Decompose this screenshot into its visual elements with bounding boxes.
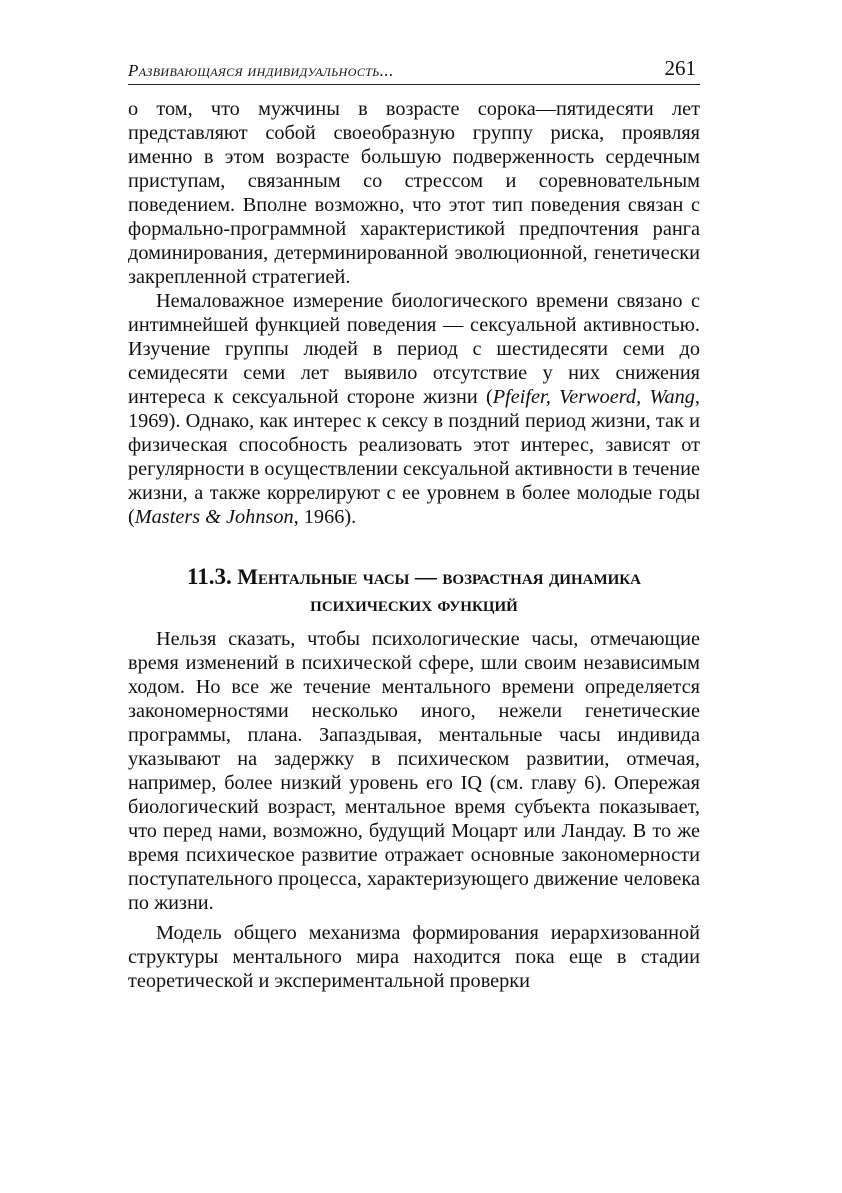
section-heading-line-1 xyxy=(128,563,700,590)
paragraph-text: , 1969). Однако, как интерес к сексу в поздний период жизни, так и физическая способность реализовать этот интерес, зависят от регулярности в осуществлении сексуальной активности в течение жизни, а также коррелируют с ее уровнем в более молодые годы ( xyxy=(128,386,700,528)
paragraph-biological-time xyxy=(128,289,700,529)
page-number: 261 xyxy=(664,56,696,80)
section-heading xyxy=(128,563,700,617)
paragraph-text: Немаловажное измерение биологического времени связано с интимнейшей функцией поведения — сексуальной активностью. Изучение группы людей в период с шестидесяти семи до семидесяти семи лет выявило отсутствие у них снижения интереса к сексуальной стороне жизни ( xyxy=(128,290,700,408)
section-number: 11.3. xyxy=(186,564,232,589)
running-header xyxy=(128,48,700,85)
section-title-line-1: Ментальные часы — возрастная динамика xyxy=(237,564,642,589)
paragraph-continued: о том, что мужчины в возрасте сорока—пятидесяти лет представляют собой своеобразную группу риска, проявляя именно в этом возрасте большую подверженность сердечным приступам, связанным со стрессом и соревновательным поведением. Вполне возможно, что этот тип поведения связан с формально-программной характеристикой предпочтения ранга доминирования, детерминированной эволюционной, генетически закрепленной стратегией. xyxy=(128,98,700,288)
body-text xyxy=(128,97,700,993)
paragraph-mental-clock: Нельзя сказать, чтобы психологические часы, отмечающие время изменений в психической сфере, шли своим независимым ходом. Но все же течение ментального времени определяется закономерностями несколько иного, нежели генетические программы, плана. Запаздывая, ментальные часы индивида указывают на задержку в психическом развитии, отмечая, например, более низкий уровень его IQ (см. главу 6). Опережая биологический возраст, ментальное время субъекта показывает, что перед нами, возможно, будущий Моцарт или Ландау. В то же время психическое развитие отражает основные закономерности поступательного процесса, характеризующего движение человека по жизни. xyxy=(128,628,700,914)
book-page xyxy=(128,48,700,993)
citation-authors: Pfeifer, Verwoerd, Wang xyxy=(492,386,695,408)
paragraph-text: , 1966). xyxy=(293,506,357,528)
running-title: Развивающаяся индивидуальность... xyxy=(128,61,394,80)
section-title-line-2: психических функций xyxy=(310,591,518,616)
citation-authors: Masters & Johnson xyxy=(134,506,294,528)
paragraph-model: Модель общего механизма формирования иерархизованной структуры ментального мира находится пока еще в стадии теоретической и экспериментальной проверки xyxy=(128,922,700,992)
